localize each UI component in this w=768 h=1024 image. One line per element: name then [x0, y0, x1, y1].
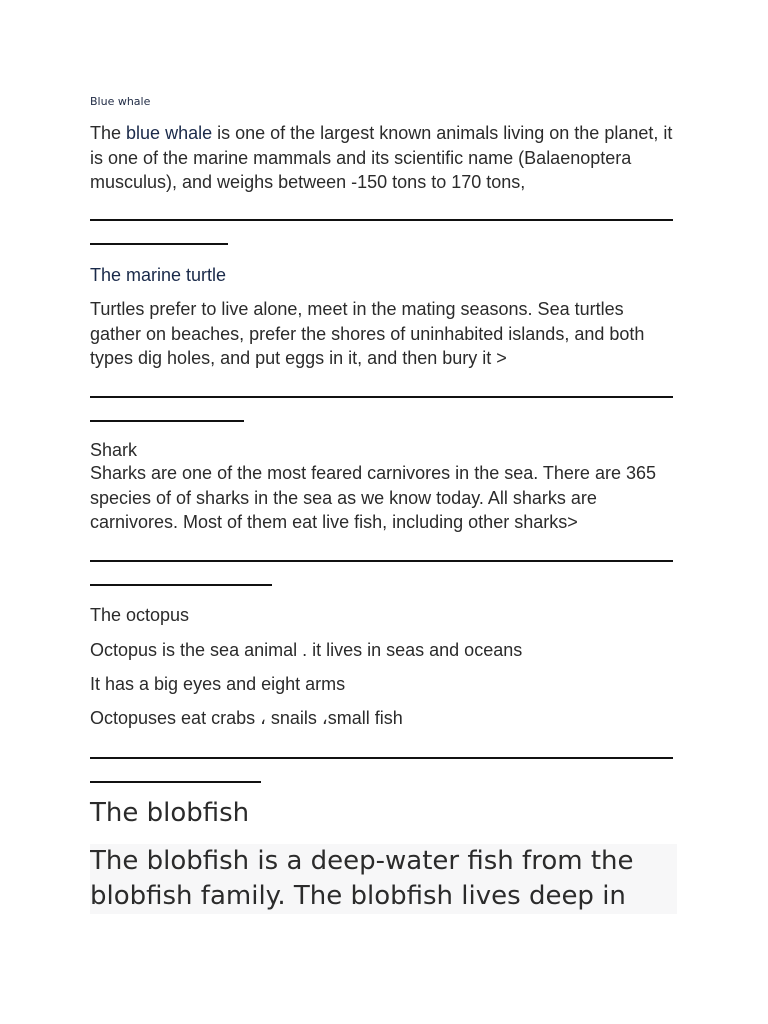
blobfish-paragraph: The blobfish is a deep-water fish from the blobfish family. The blobfish lives deep in — [90, 844, 677, 914]
blobfish-title: The blobfish — [90, 798, 250, 828]
octopus-line-3: Octopuses eat crabs ، snails ،small fish — [90, 708, 403, 728]
shark-paragraph: Sharks are one of the most feared carnivores in the sea. There are 365 species of of sharks in the sea as we know today. All sharks are carnivores. Most of them eat live fish, including other sharks> — [90, 463, 656, 532]
shark-title: Shark — [90, 440, 138, 460]
octopus-line-1: Octopus is the sea animal . it lives in seas and oceans — [90, 640, 523, 660]
whale-text-before-link: The — [90, 123, 127, 143]
octopus-title: The octopus — [90, 605, 190, 625]
separator-rule — [90, 219, 673, 221]
separator-rule-short — [90, 781, 261, 783]
whale-small-title: Blue whale — [90, 95, 151, 108]
octopus-line-2: It has a big eyes and eight arms — [90, 674, 346, 694]
separator-rule — [90, 560, 673, 562]
separator-rule-short — [90, 584, 272, 586]
separator-rule — [90, 396, 673, 398]
separator-rule-short — [90, 420, 244, 422]
blue-whale-link[interactable]: blue whale — [126, 123, 213, 143]
whale-text-after-link: is one of the largest known animals living on the planet, it is one of the marine mammals and its scientific name (Balaenoptera musculus), and weighs between -150 tons to 170 tons, — [90, 123, 673, 192]
turtle-paragraph: Turtles prefer to live alone, meet in the mating seasons. Sea turtles gather on beaches, prefer the shores of uninhabited islands, and both types dig holes, and put eggs in it, and then bury it > — [90, 299, 645, 368]
turtle-title: The marine turtle — [90, 265, 227, 285]
separator-rule — [90, 757, 673, 759]
whale-paragraph — [90, 121, 676, 195]
separator-rule-short — [90, 243, 228, 245]
